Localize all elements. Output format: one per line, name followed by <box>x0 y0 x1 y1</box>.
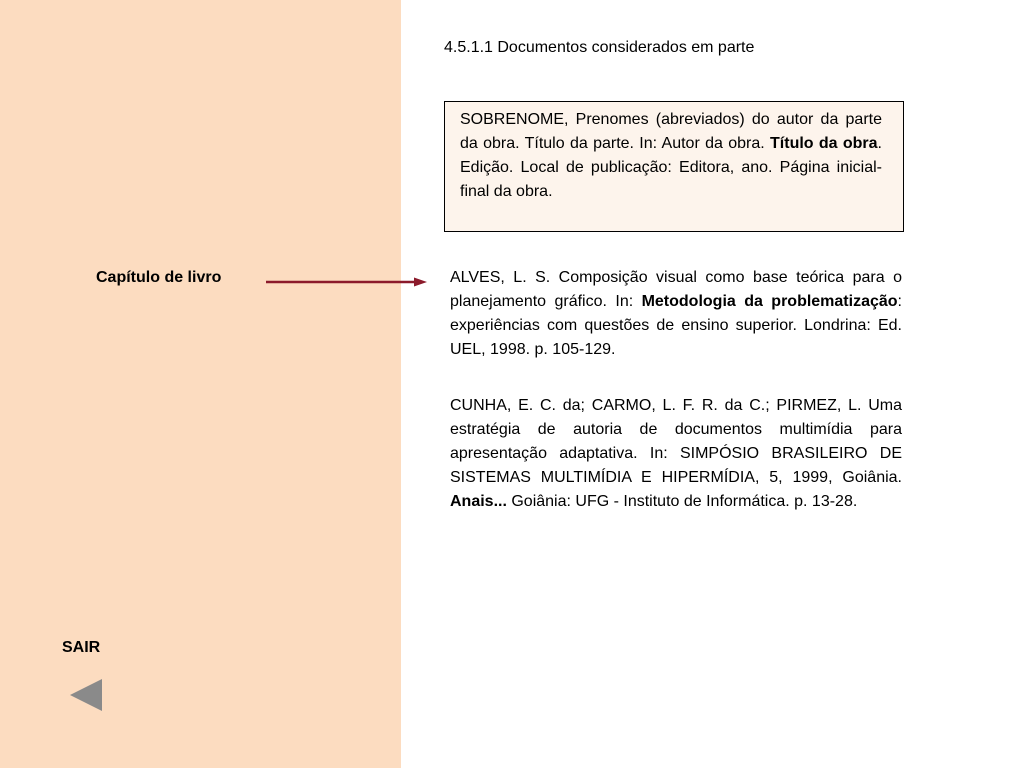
reference-text <box>450 397 902 510</box>
bold-title-text: Metodologia da problematização <box>641 293 898 310</box>
reference-segment: ALVES, L. S. Composição visual como base teórica para o planejamento gráfico. In: <box>450 269 902 310</box>
reference-segment: CUNHA, E. C. da; CARMO, L. F. R. da C.; PIRMEZ, L. Uma estratégia de autoria de documentos multimídia para apresentação adaptativa. In: SIMPÓSIO BRASILEIRO DE SISTEMAS MULTIMÍDIA E HIPERMÍDIA, 5, 1999, Goiânia. <box>450 397 902 486</box>
exit-button[interactable]: SAIR <box>62 639 101 656</box>
bold-title-text: Título da obra <box>770 135 878 152</box>
reference-segment: Goiânia: UFG - Instituto de Informática. p. 13-28. <box>506 493 858 510</box>
arrow-right-icon <box>264 274 430 290</box>
left-panel <box>0 0 401 768</box>
back-arrow-icon[interactable] <box>68 678 104 712</box>
reference-segment: . Edição. Local de publicação: Editora, ano. Página inicial-final da obra. <box>460 135 882 200</box>
reference-format-box <box>444 101 904 232</box>
reference-item <box>450 394 902 514</box>
reference-format-text <box>460 111 882 200</box>
caption-label: Capítulo de livro <box>96 269 222 286</box>
bold-title-text: Anais... <box>450 493 507 510</box>
reference-list <box>450 266 902 514</box>
section-title: 4.5.1.1 Documentos considerados em parte <box>444 39 755 56</box>
reference-segment: : experiências com questões de ensino superior. Londrina: Ed. UEL, 1998. p. 105-129. <box>450 293 902 358</box>
reference-item <box>450 266 902 362</box>
reference-text <box>450 269 902 358</box>
reference-segment: SOBRENOME, Prenomes (abreviados) do autor da parte da obra. Título da parte. In: Autor da obra. <box>460 111 882 152</box>
